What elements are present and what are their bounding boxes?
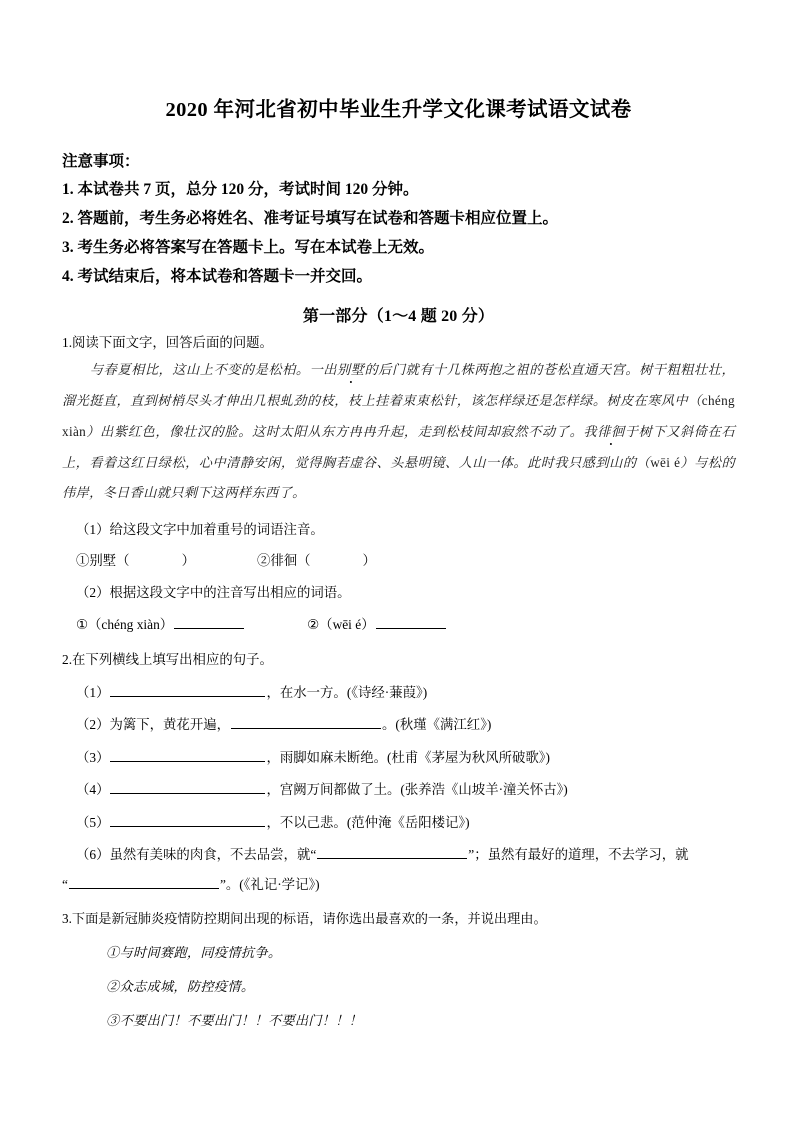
notice-item: 4. 考试结束后，将本试卷和答题卡一并交回。 (62, 267, 373, 285)
emphasis-word-paihuai: 徘徊 (597, 425, 625, 441)
question-1-stem: 1.阅读下面文字，回答后面的问题。 (62, 334, 273, 350)
sub1-item1-label: ①别墅（ (76, 553, 130, 569)
question-2-row-3 (62, 747, 735, 769)
sub1-item2-label: ②徘徊（ (256, 553, 311, 569)
question-3-slogan-3: ③不要出门！不要出门！！不要出门！！！ (106, 1013, 363, 1029)
row-number: （4） (76, 782, 110, 798)
question-1-sub-1-answers (62, 550, 735, 572)
notice-item: 1. 本试卷共 7 页，总分 120 分，考试时间 120 分钟。 (62, 180, 419, 198)
question-3-slogan-2: ②众志成城，防控疫情。 (106, 979, 255, 995)
question-2-row-4 (62, 779, 735, 801)
question-2-row-6 (62, 844, 735, 866)
notice-item: 2. 答题前，考生务必将姓名、准考证号填写在试卷和答题卡相应位置上。 (62, 209, 559, 227)
notice-heading: 注意事项： (62, 152, 140, 170)
question-2-row-1 (62, 682, 735, 704)
row-number: （3） (76, 749, 110, 765)
passage-segment: ）出紫红色，像壮汉的脸。这时太阳从东方冉冉升起，走到松枝间却寂然不动了。我 (86, 425, 598, 441)
row6-part3-close: ”。(《礼记·学记》) (219, 876, 320, 892)
question-1-sub-1-stem: （1）给这段文字中加着重号的词语注音。 (76, 521, 324, 537)
question-2-stem: 2.在下列横线上填写出相应的句子。 (62, 652, 273, 668)
passage-segment: 于树下又斜倚在石上，看着这红日绿松，心中清静安闲，觉得胸若虚谷、头悬明镜、人山一体。此时我只感到山的（ (62, 425, 736, 472)
answer-blank-chengxian[interactable] (174, 614, 244, 629)
answer-blank[interactable] (69, 874, 219, 889)
row-text-after: ，不以己悲。(范仲淹《岳阳楼记》) (266, 814, 470, 830)
question-3-slogan-1: ①与时间赛跑，同疫情抗争。 (106, 945, 282, 961)
question-3-stem: 3.下面是新冠肺炎疫情防控期间出现的标语，请你选出最喜欢的一条，并说出理由。 (62, 911, 547, 927)
row-text-after: ，雨脚如麻未断绝。(杜甫《茅屋为秋风所破歌》) (266, 749, 550, 765)
sub1-item2-close: ） (362, 553, 376, 569)
row-text-before: 为篱下，黄花开遍， (109, 717, 230, 733)
question-2-row-5 (62, 812, 735, 834)
row6-part2: ”；虽然有最好的道理，不去学习，就 (468, 847, 689, 863)
answer-blank[interactable] (231, 714, 381, 729)
part-heading: 第一部分（1～4 题 20 分） (302, 307, 495, 325)
row-number: （6） (76, 847, 110, 863)
answer-blank[interactable] (110, 682, 265, 697)
row6-part1: 虽然有美味的肉食，不去品尝，就“ (109, 847, 317, 863)
row-text-after: ，宫阙万间都做了土。(张养浩《山坡羊·潼关怀古》) (266, 782, 568, 798)
question-2-row-2 (62, 714, 735, 736)
notice-item: 3. 考生务必将答案写在答题卡上。写在本试卷上无效。 (62, 238, 435, 256)
notice-section (62, 150, 735, 289)
row-number: （1） (76, 684, 110, 700)
row-number: （2） (76, 717, 110, 733)
question-2-row-6-continued (62, 874, 735, 896)
row-text-after: 。(秋瑾《满江红》) (382, 717, 492, 733)
question-1-sub-2-stem: （2）根据这段文字中的注音写出相应的词语。 (76, 584, 351, 600)
sub1-item1-close: ） (181, 553, 195, 569)
emphasis-word-bieshu: 别墅 (337, 363, 365, 379)
passage-segment: 的后门就有十几株两抱之祖的苍松直通天宫。树干粗粗壮壮，溜光挺直，直到树梢尽头才伸出几根虬劲的枝，枝上挂着束束松针，该怎样绿还是怎样绿。树皮在寒风中（ (62, 363, 735, 410)
pinyin-weie: wēi é (650, 455, 681, 471)
sub2-item1-label: ①（chéng xiàn） (76, 616, 174, 632)
answer-blank-weie[interactable] (376, 614, 446, 629)
row-number: （5） (76, 814, 110, 830)
pinyin-chengxian: chéng xiàn (62, 393, 735, 440)
passage-segment: ）与松的伟岸，冬日香山就只剩下这两样东西了。 (62, 456, 735, 502)
sub2-item2-label: ②（wēi é） (307, 616, 375, 632)
answer-blank[interactable] (110, 779, 265, 794)
question-1-passage (62, 356, 735, 509)
page-title: 2020 年河北省初中毕业生升学文化课考试语文试卷 (165, 99, 632, 121)
answer-blank[interactable] (110, 747, 265, 762)
answer-blank[interactable] (317, 844, 467, 859)
passage-segment: 与春夏相比，这山上不变的是松柏。一出 (89, 363, 338, 379)
question-1-sub-2-answers (62, 614, 735, 636)
answer-blank[interactable] (110, 812, 265, 827)
row6-quote-open: “ (62, 876, 68, 892)
row-text-after: ，在水一方。(《诗经·蒹葭》) (266, 684, 428, 700)
